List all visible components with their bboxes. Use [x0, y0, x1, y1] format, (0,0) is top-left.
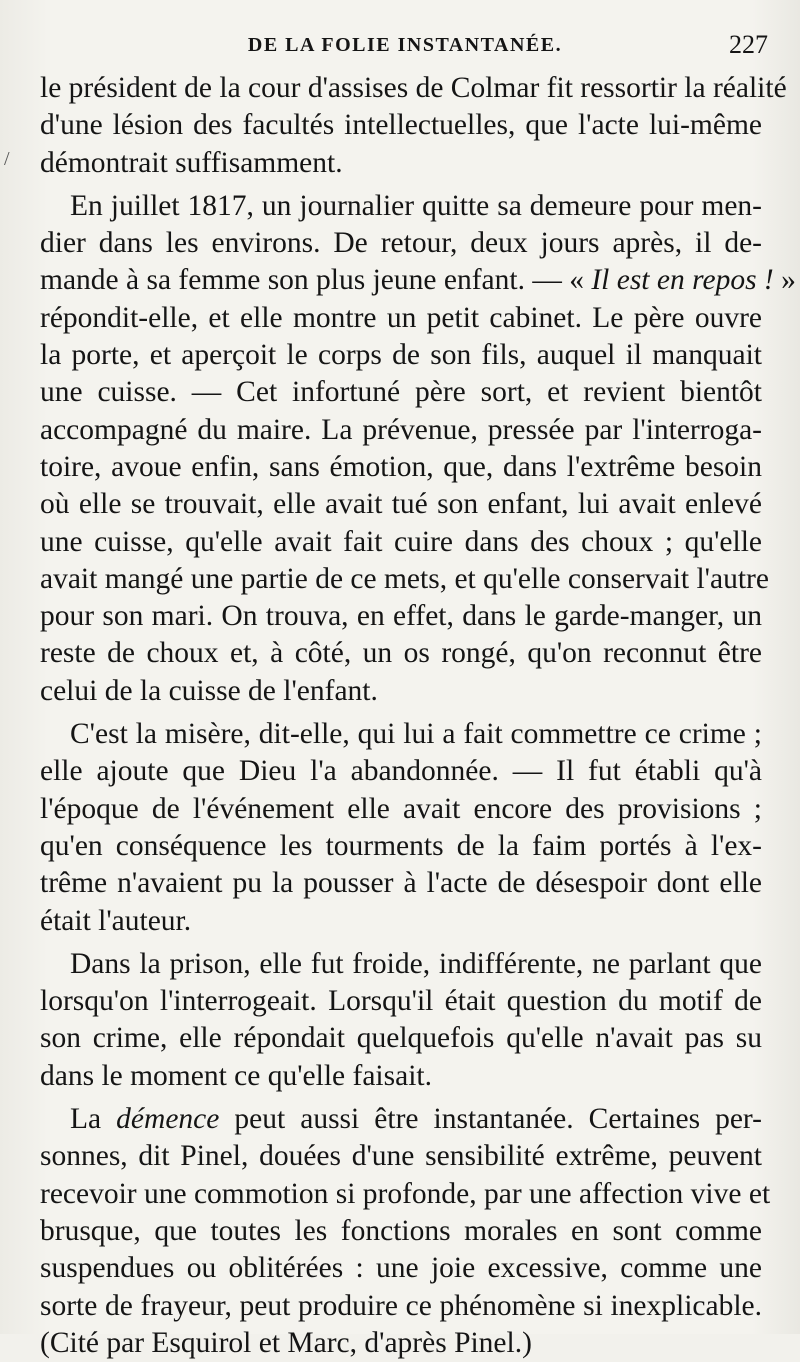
- text-line: sonnes, dit Pinel, douées d'une sensibilité extrême, peuvent: [40, 1140, 762, 1173]
- text-line: une cuisse. — Cet infortuné père sort, et revient bientôt: [40, 376, 762, 409]
- running-title: DE LA FOLIE INSTANTANÉE.: [247, 34, 563, 56]
- italic-text: démence: [116, 1103, 220, 1136]
- text-line: celui de la cuisse de l'enfant.: [40, 674, 378, 707]
- text-line: En juillet 1817, un journalier quitte sa demeure pour men-: [70, 189, 762, 222]
- text-line: la porte, et aperçoit le corps de son fils, auquel il manquait: [40, 339, 762, 372]
- text-line: une cuisse, qu'elle avait fait cuire dans des choux ; qu'elle: [40, 525, 762, 558]
- margin-mark: /: [4, 148, 10, 170]
- text-line: qu'en conséquence les tourments de la faim portés à l'ex-: [40, 829, 762, 862]
- text-line: reste de choux et, à côté, un os rongé, qu'on reconnut être: [40, 637, 762, 670]
- text-line: (Cité par Esquirol et Marc, d'après Pinel.): [40, 1326, 532, 1359]
- text-line: pour son mari. On trouva, en effet, dans le garde-manger, un: [40, 600, 762, 633]
- text-segment: mande à sa femme son plus jeune enfant. — «: [40, 264, 592, 297]
- text-body: [40, 70, 796, 1362]
- text-line: avait mangé une partie de ce mets, et qu'elle conservait l'autre: [40, 562, 769, 595]
- text-segment: »: [773, 264, 796, 297]
- text-line: [40, 262, 796, 299]
- text-line: sorte de frayeur, peut produire ce phénomène si inexplicable.: [40, 1289, 762, 1322]
- text-line: lorsqu'on l'interrogeait. Lorsqu'il était question du motif de: [40, 985, 762, 1018]
- text-line: recevoir une commotion si profonde, par une affection vive et: [40, 1177, 771, 1210]
- text-line: suspendues ou oblitérées : une joie excessive, comme une: [40, 1252, 762, 1285]
- text-line: l'époque de l'événement elle avait encore des provisions ;: [40, 792, 762, 825]
- text-line: [40, 1101, 762, 1138]
- text-line: trême n'avaient pu la pousser à l'acte de désespoir dont elle: [40, 867, 762, 900]
- text-line: Dans la prison, elle fut froide, indifférente, ne parlant que: [70, 947, 762, 980]
- page-number: 227: [729, 30, 768, 59]
- running-head: [40, 30, 770, 66]
- text-segment: La: [70, 1103, 117, 1136]
- text-line: où elle se trouvait, elle avait tué son enfant, lui avait enlevé: [40, 488, 762, 521]
- text-line: brusque, que toutes les fonctions morales en sont comme: [40, 1214, 762, 1247]
- text-line: C'est la misère, dit-elle, qui lui a fait commettre ce crime ;: [70, 718, 762, 751]
- text-line: toire, avoue enfin, sans émotion, que, dans l'extrême besoin: [40, 450, 762, 483]
- text-line: elle ajoute que Dieu l'a abandonnée. — Il fut établi qu'à: [40, 755, 762, 788]
- text-line: dans le moment ce qu'elle faisait.: [40, 1059, 432, 1092]
- text-line: répondit-elle, et elle montre un petit cabinet. Le père ouvre: [40, 301, 762, 334]
- text-line: le président de la cour d'assises de Colmar fit ressortir la réalité: [40, 72, 787, 104]
- text-line: démontrait suffisamment.: [40, 146, 343, 179]
- text-segment: peut aussi être instantanée. Certaines per-: [219, 1103, 762, 1136]
- italic-text: Il est en repos !: [591, 264, 774, 297]
- text-line: dier dans les environs. De retour, deux jours après, il de-: [40, 227, 762, 260]
- text-line: d'une lésion des facultés intellectuelles, que l'acte lui-même: [40, 109, 762, 142]
- text-line: était l'auteur.: [40, 904, 192, 937]
- text-line: son crime, elle répondait quelquefois qu'elle n'avait pas su: [40, 1022, 762, 1055]
- text-line: accompagné du maire. La prévenue, pressée par l'interroga-: [40, 413, 762, 446]
